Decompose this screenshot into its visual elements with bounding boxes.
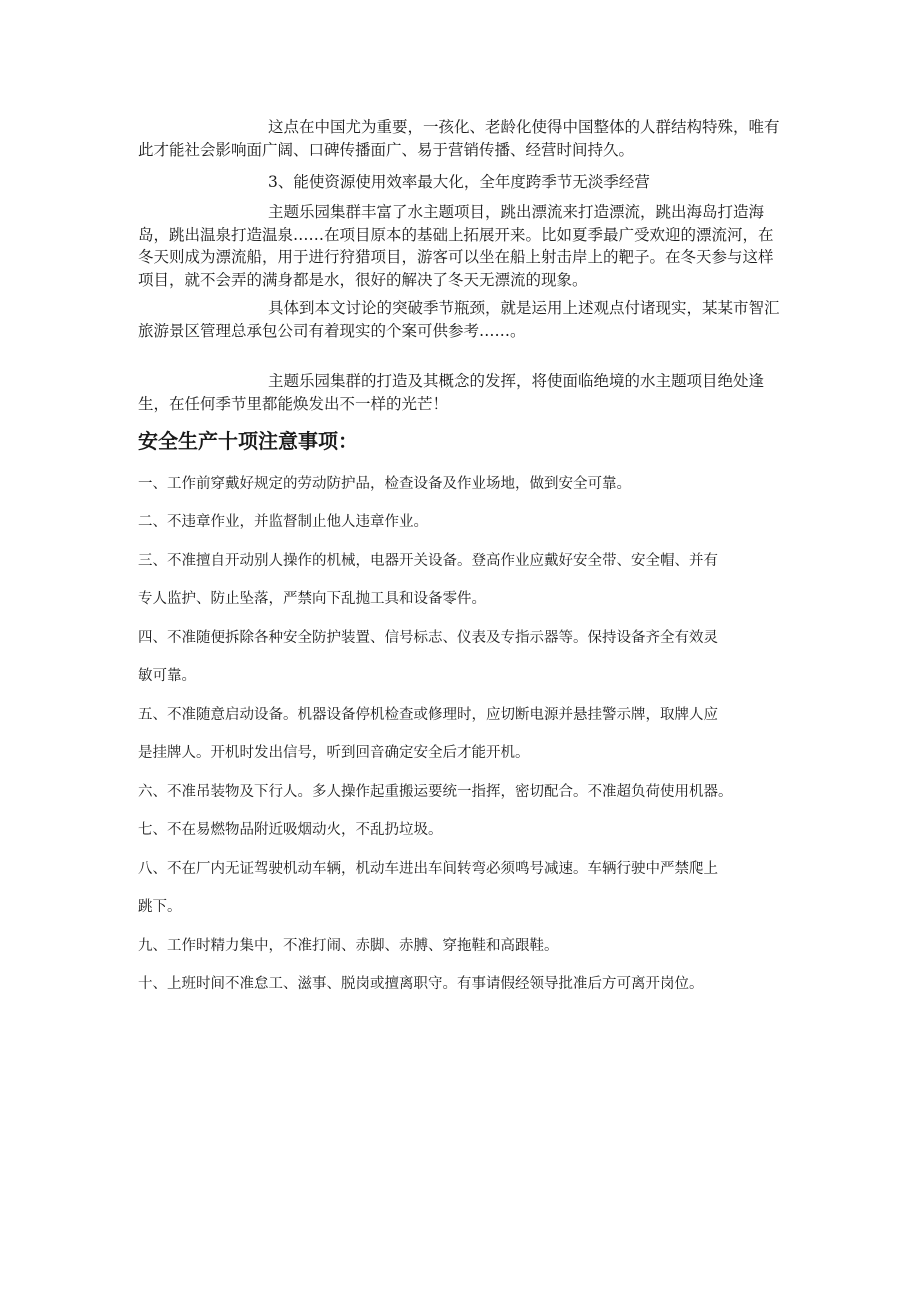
safety-line: 三、不准擅自开动别人操作的机械，电器开关设备。登高作业应戴好安全带、安全帽、并有 [138, 553, 718, 569]
intro-paragraph-3 [138, 201, 788, 291]
safety-title: 安全生产十项注意事项： [138, 429, 358, 453]
intro-paragraph-5 [138, 370, 788, 415]
safety-line: 十、上班时间不准怠工、滋事、脱岗或擅离职守。有事请假经领导批准后方可离开岗位。 [138, 976, 704, 992]
intro-paragraph-4 [138, 297, 788, 342]
safety-line: 专人监护、防止坠落，严禁向下乱抛工具和设备零件。 [138, 591, 486, 607]
safety-line: 二、不违章作业，并监督制止他人违章作业。 [138, 514, 428, 530]
safety-line: 六、不准吊装物及下行人。多人操作起重搬运要统一指挥，密切配合。不准超负荷使用机器。 [138, 784, 733, 800]
safety-line: 八、不在厂内无证驾驶机动车辆，机动车进出车间转弯必须鸣号减速。车辆行驶中严禁爬上 [138, 861, 718, 877]
safety-line: 跳下。 [138, 899, 182, 915]
safety-line: 九、工作时精力集中，不准打闹、赤脚、赤膊、穿拖鞋和高跟鞋。 [138, 938, 559, 954]
intro-subheading: 3、能使资源使用效率最大化，全年度跨季节无淡季经营 [268, 173, 650, 191]
intro-text-3: 主题乐园集群丰富了水主题项目，跳出漂流来打造漂流，跳出海岛打造海岛，跳出温泉打造温泉……在项目原本的基础上拓展开来。比如夏季最广受欢迎的漂流河，在冬天则成为漂流船，用于进行狩猎项目，游客可以坐在船上射击岸上的靶子。在冬天参与这样项目，就不会弄的满身都是水，很好的解决了冬天无漂流的现象。 [138, 203, 774, 289]
intro-paragraph-1 [138, 116, 788, 161]
intro-text-1: 这点在中国尤为重要，一孩化、老龄化使得中国整体的人群结构特殊，唯有此才能社会影响面广阔、口碑传播面广、易于营销传播、经营时间持久。 [138, 118, 780, 159]
intro-text-5: 主题乐园集群的打造及其概念的发挥，将使面临绝境的水主题项目绝处逢生，在任何季节里都能焕发出不一样的光芒！ [138, 372, 765, 413]
safety-line: 是挂牌人。开机时发出信号，听到回音确定安全后才能开机。 [138, 745, 530, 761]
safety-line: 七、不在易燃物品附近吸烟动火，不乱扔垃圾。 [138, 822, 443, 838]
safety-line: 四、不准随便拆除各种安全防护装置、信号标志、仪表及专指示器等。保持设备齐全有效灵 [138, 630, 718, 646]
intro-paragraph-2 [138, 171, 788, 194]
safety-line: 一、工作前穿戴好规定的劳动防护品，检查设备及作业场地，做到安全可靠。 [138, 476, 631, 492]
intro-text-4: 具体到本文讨论的突破季节瓶颈，就是运用上述观点付诸现实，某某市智汇旅游景区管理总承包公司有着现实的个案可供参考……。 [138, 299, 780, 340]
safety-line: 敏可靠。 [138, 668, 196, 684]
safety-line: 五、不准随意启动设备。机器设备停机检查或修理时，应切断电源并悬挂警示牌，取牌人应 [138, 707, 718, 723]
